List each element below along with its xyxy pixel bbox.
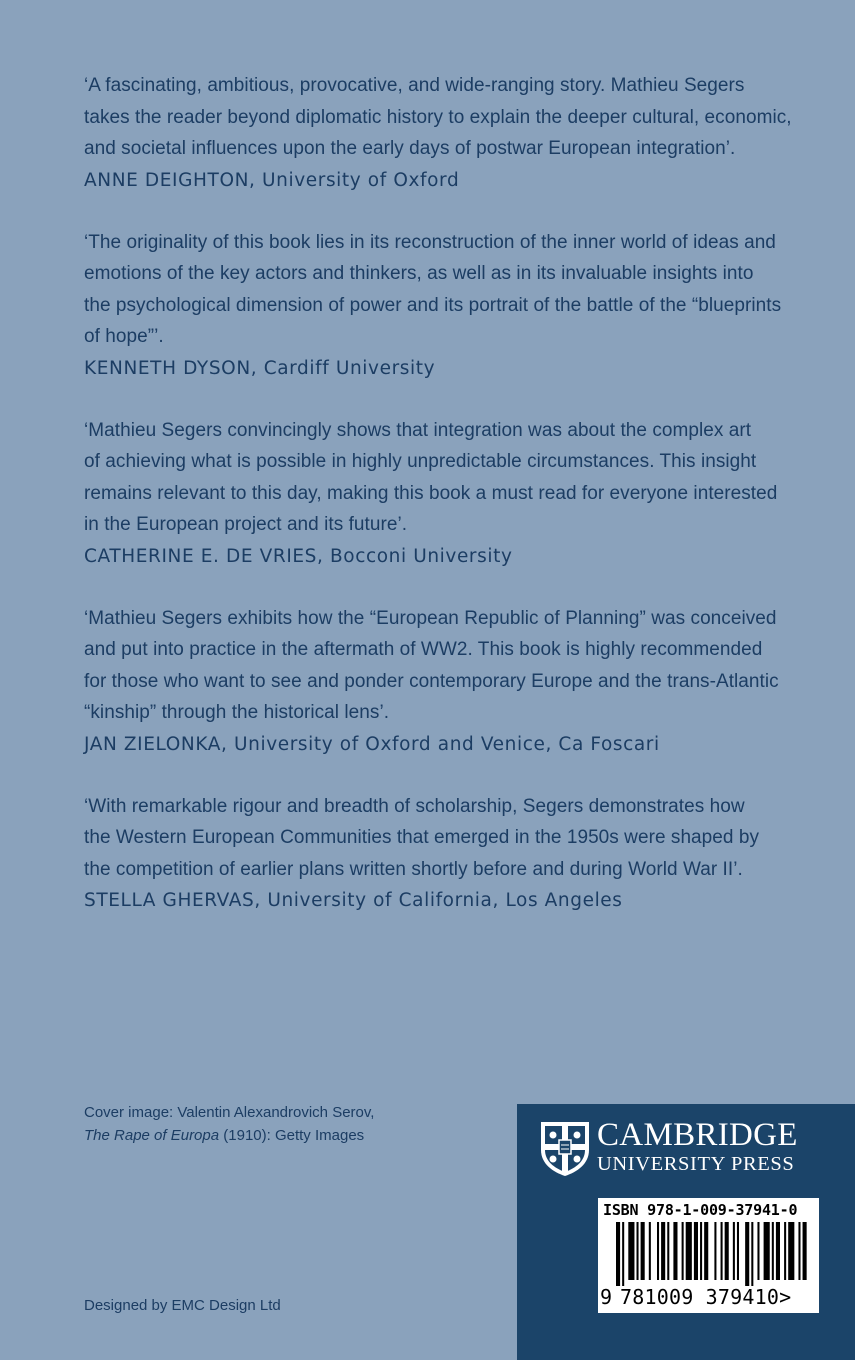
endorsement-quote: ‘Mathieu Segers convincingly shows that integration was about the complex art of achieving what is possible in highly unpredictable circumstances. This insight remains relevant to this day, making this book a must read for everyone interested in the European project and its future’. [84,419,778,535]
barcode-bar [714,1222,716,1280]
barcode-bar [682,1222,684,1280]
endorsement-quote: ‘A fascinating, ambitious, provocative, and wide-ranging story. Mathieu Segers takes the reader beyond diplomatic history to explain the deeper cultural, economic, and societal influences upon the early days of postwar European integration’. [84,75,792,159]
endorsement [84,791,819,918]
endorsement-author: JAN ZIELONKA, University of Oxford and Venice, Ca Foscari [84,733,660,755]
barcode-bar [657,1222,659,1280]
barcode-bar [704,1222,708,1280]
isbn-barcode-box [598,1198,819,1313]
barcode-bar [641,1222,645,1280]
endorsement-author: CATHERINE E. DE VRIES, Bocconi University [84,545,513,567]
barcode-bar [803,1222,807,1280]
endorsement-author: KENNETH DYSON, Cardiff University [84,357,436,379]
barcode-bar [673,1222,677,1280]
barcode-bar [788,1222,794,1280]
barcode-bar [725,1222,729,1280]
barcode-bar [700,1222,702,1280]
barcode-bar [776,1222,780,1280]
cambridge-shield-icon [539,1120,591,1178]
ean-arrow: > [779,1285,792,1309]
barcode-bar [772,1222,774,1280]
barcode-bar [733,1222,735,1280]
ean-digits: 781009 379410> [620,1285,792,1309]
publisher-panel [517,1104,855,1360]
barcode-bar [637,1222,639,1280]
barcode-bar [661,1222,665,1280]
barcode-bar [694,1222,698,1280]
barcode-bar [764,1222,770,1280]
ean-first-digit: 9 [600,1285,613,1309]
barcode-bar [751,1222,753,1286]
barcode-bar [616,1222,620,1286]
barcode-bar [737,1222,739,1280]
publisher-name: CAMBRIDGE UNIVERSITY PRESS [597,1117,798,1175]
artwork-title: The Rape of Europa [84,1127,220,1144]
barcode-bar [745,1222,749,1286]
endorsement-author: STELLA GHERVAS, University of California, Los Angeles [84,890,623,911]
endorsement-quote: ‘With remarkable rigour and breadth of scholarship, Segers demonstrates how the Western European Communities that emerged in the 1950s were shaped by the competition of earlier plans written shortly before and during World War II’. [84,795,760,880]
barcode-bar [757,1222,759,1280]
barcode-bar [667,1222,669,1280]
barcode-bar [798,1222,800,1280]
barcode-bar [628,1222,634,1280]
cover-image-credit: Cover image: Valentin Alexandrovich Serov, The Rape of Europa (1910): Getty Images [84,1104,375,1144]
endorsement [84,227,819,385]
barcode-bar [784,1222,786,1280]
barcode-bar [686,1222,692,1280]
barcode-bar [721,1222,723,1280]
endorsement-quote: ‘Mathieu Segers exhibits how the “European Republic of Planning” was conceived and put into practice in the aftermath of WW2. This book is highly recommended for those who want to see and ponder contemporary Europe and the trans-Atlantic “kinship” through the historical lens’. [84,607,779,723]
endorsement-author: ANNE DEIGHTON, University of Oxford [84,169,460,191]
designer-credit: Designed by EMC Design Ltd [84,1297,281,1314]
endorsement [84,415,819,573]
endorsement [84,603,819,761]
endorsements [84,70,819,947]
barcode-bar [649,1222,651,1280]
barcode-bar [622,1222,624,1286]
barcode [602,1222,815,1286]
isbn-label: ISBN 978-1-009-37941-0 [603,1201,798,1219]
endorsement [84,70,819,197]
endorsement-quote: ‘The originality of this book lies in its reconstruction of the inner world of ideas and emotions of the key actors and thinkers, as well as in its invaluable insights into the psychological dimension of power and its portrait of the battle of the “blueprints of hope”’. [84,231,782,347]
